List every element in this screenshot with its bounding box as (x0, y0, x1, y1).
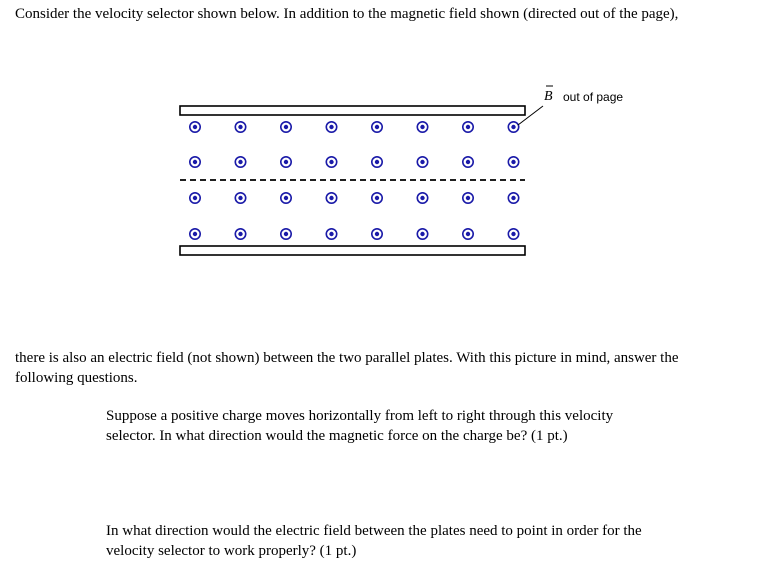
dot-in-circle-icon (326, 229, 336, 239)
dot-in-circle-icon (417, 229, 427, 239)
field-symbol-label: B (544, 89, 553, 104)
dot-in-circle-icon (508, 157, 518, 167)
dot-in-circle-icon (463, 157, 473, 167)
dot-in-circle-icon (326, 157, 336, 167)
dot-in-circle-icon (190, 157, 200, 167)
question-1-line-1: Suppose a positive charge moves horizontally from left to right through this velocity (106, 408, 614, 424)
dot-in-circle-icon (281, 193, 291, 203)
dot-in-circle-icon (463, 122, 473, 132)
bottom-plate (180, 246, 525, 255)
continuation-line-2: following questions. (15, 370, 138, 386)
continuation-line-1: there is also an electric field (not shown) between the two parallel plates. With this picture in mind, answer the (15, 350, 679, 366)
top-plate (180, 106, 525, 115)
dot-in-circle-icon (508, 122, 518, 132)
dot-in-circle-icon (463, 229, 473, 239)
dot-in-circle-icon (417, 157, 427, 167)
field-direction-label: out of page (563, 90, 624, 104)
dot-in-circle-icon (281, 122, 291, 132)
dot-in-circle-icon (235, 157, 245, 167)
dot-in-circle-icon (190, 122, 200, 132)
dot-in-circle-icon (417, 122, 427, 132)
question-1-line-2: selector. In what direction would the magnetic force on the charge be? (1 pt.) (106, 428, 568, 444)
dot-in-circle-icon (190, 229, 200, 239)
dot-in-circle-icon (372, 157, 382, 167)
dot-in-circle-icon (508, 193, 518, 203)
dot-in-circle-icon (463, 193, 473, 203)
dot-in-circle-icon (326, 193, 336, 203)
dot-in-circle-icon (372, 122, 382, 132)
intro-text: Consider the velocity selector shown below. In addition to the magnetic field shown (directed out of the page), (15, 6, 679, 22)
dot-in-circle-icon (372, 229, 382, 239)
dot-in-circle-icon (235, 229, 245, 239)
question-2-line-1: In what direction would the electric field between the plates need to point in order for the (106, 523, 642, 539)
dot-in-circle-icon (190, 193, 200, 203)
question-2-line-2: velocity selector to work properly? (1 pt.) (106, 543, 357, 559)
dot-in-circle-icon (417, 193, 427, 203)
dot-in-circle-icon (372, 193, 382, 203)
dot-in-circle-icon (281, 157, 291, 167)
dot-in-circle-icon (281, 229, 291, 239)
dot-in-circle-icon (326, 122, 336, 132)
dot-in-circle-icon (235, 193, 245, 203)
dot-in-circle-icon (508, 229, 518, 239)
dot-in-circle-icon (235, 122, 245, 132)
